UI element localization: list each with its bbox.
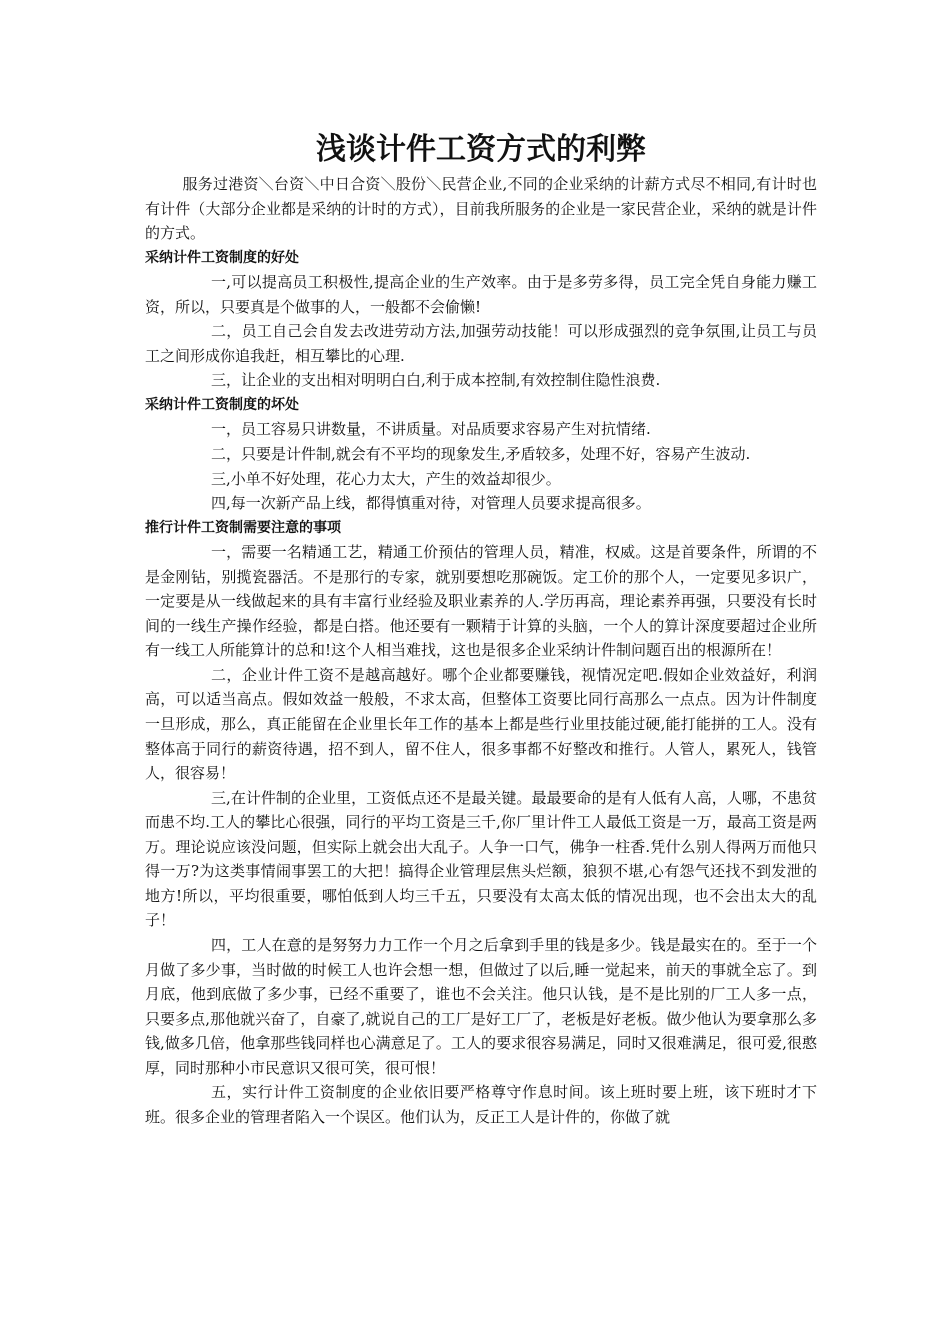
paragraph: 三，让企业的支出相对明明白白,利于成本控制,有效控制住隐性浪费. (211, 371, 661, 390)
section-drawbacks (145, 393, 817, 516)
intro-paragraph: 服务过港资＼台资＼中日合资＼股份＼民营企业,不同的企业采纳的计薪方式尽不相同,有计时也有计件（大部分企业都是采纳的计时的方式），目前我所服务的企业是一家民营企业，采纳的就是计件的方式。 (145, 175, 817, 243)
paragraph: 五，实行计件工资制度的企业依旧要严格尊守作息时间。该上班时要上班，该下班时才下班。很多企业的管理者陷入一个误区。他们认为，反正工人是计件的，你做了就 (145, 1083, 817, 1126)
document-page (145, 128, 817, 1129)
document-title: 浅谈计件工资方式的利弊 (316, 132, 646, 167)
paragraph: 二，只要是计件制,就会有不平均的现象发生,矛盾较多，处理不好，容易产生波动. (211, 445, 751, 464)
section-notes (145, 516, 817, 1130)
section-benefits (145, 246, 817, 393)
paragraph: 一，员工容易只讲数量，不讲质量。对品质要求容易产生对抗情绪. (211, 420, 651, 439)
paragraph: 三,在计件制的企业里，工资低点还不是最关键。最最要命的是有人低有人高，人哪，不患贫而患不均.工人的攀比心很强，同行的平均工资是三千,你厂里计件工人最低工资是一万，最高工资是两万。理论说应该没问题，但实际上就会出大乱子。人争一口气，佛争一柱香.凭什么别人得两万而他只得一万?为这类事情闹事罢工的大把！搞得企业管理层焦头烂额，狼狈不堪,心有怨气还找不到发泄的地方!所以，平均很重要，哪怕低到人均三千五，只要没有太高太低的情况出现，也不会出太大的乱子！ (145, 788, 817, 930)
paragraph: 一,可以提高员工积极性,提高企业的生产效率。由于是多劳多得，员工完全凭自身能力赚工资，所以，只要真是个做事的人，一般都不会偷懒! (145, 273, 817, 316)
section-heading: 采纳计件工资制度的好处 (145, 249, 299, 266)
paragraph: 一，需要一名精通工艺，精通工价预估的管理人员，精准，权威。这是首要条件，所谓的不是金刚钻，别揽瓷器活。不是那行的专家，就别要想吃那碗饭。定工价的那个人，一定要见多识广，一定要是从一线做起来的具有丰富行业经验及职业素养的人.学历再高，理论素养再强，只要没有长时间的一线生产操作经验，都是白搭。他还要有一颗精于计算的头脑，一个人的算计深度要超过企业所有一线工人所能算计的总和!这个人相当难找，这也是很多企业采纳计件制问题百出的根源所在！ (145, 543, 817, 660)
paragraph: 二，员工自己会自发去改进劳动方法,加强劳动技能！可以形成强烈的竞争氛围,让员工与员工之间形成你追我赶，相互攀比的心理. (145, 322, 817, 365)
section-heading: 推行计件工资制需要注意的事项 (145, 519, 341, 536)
section-heading: 采纳计件工资制度的坏处 (145, 396, 299, 413)
paragraph: 四,每一次新产品上线，都得慎重对待，对管理人员要求提高很多。 (211, 494, 651, 513)
paragraph: 二，企业计件工资不是越高越好。哪个企业都要赚钱，视情况定吧.假如企业效益好，利润高，可以适当高点。假如效益一般般，不求太高，但整体工资要比同行高那么一点点。因为计件制度一旦形成，那么，真正能留在企业里长年工作的基本上都是些行业里技能过硬,能打能拼的工人。没有整体高于同行的薪资待遇，招不到人，留不住人，很多事都不好整改和推行。人管人，累死人，钱管人，很容易！ (145, 665, 817, 783)
paragraph: 三,小单不好处理，花心力太大，产生的效益却很少。 (211, 469, 561, 488)
paragraph: 四，工人在意的是努努力力工作一个月之后拿到手里的钱是多少。钱是最实在的。至于一个月做了多少事，当时做的时候工人也许会想一想，但做过了以后,睡一觉起来，前天的事就全忘了。到月底，他到底做了多少事，已经不重要了，谁也不会关注。他只认钱，是不是比别的厂工人多一点，只要多点,那他就兴奋了，自豪了,就说自己的工厂是好工厂了，老板是好老板。做少他认为要拿那么多钱,做多几倍，他拿那些钱同样也心满意足了。工人的要求很容易满足，同时又很难满足，很可爱,很憨厚，同时那种小市民意识又很可笑，很可恨！ (145, 935, 817, 1077)
